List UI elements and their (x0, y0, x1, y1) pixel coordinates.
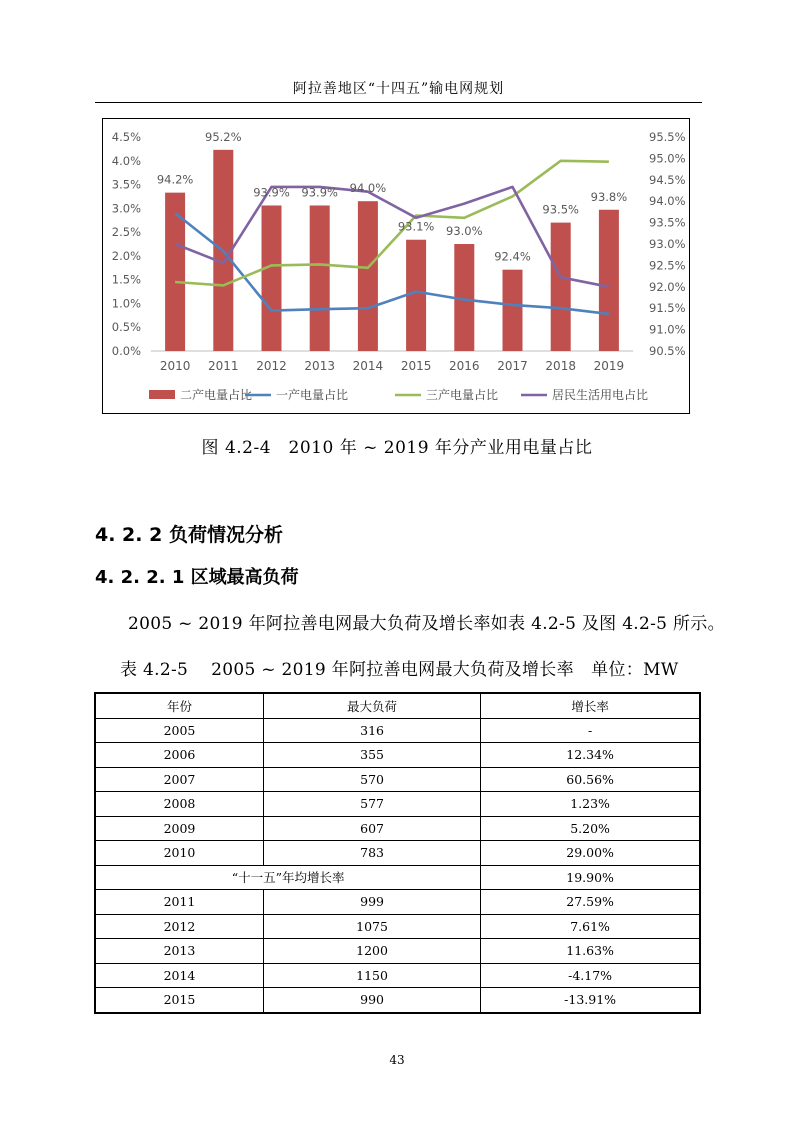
bar (262, 205, 282, 351)
bar (551, 223, 571, 351)
cell-rate: 29.00% (481, 841, 700, 866)
table-row (95, 939, 700, 964)
left-tick-label: 2.0% (111, 248, 141, 263)
header-max-load: 最大负荷 (263, 693, 480, 718)
cell-load: 355 (263, 743, 480, 768)
cell-year: 2007 (95, 767, 263, 792)
right-tick-label: 92.0% (649, 279, 686, 294)
header-growth-rate: 增长率 (481, 693, 700, 718)
bar-data-label: 93.1% (397, 219, 435, 234)
right-tick-label: 92.5% (649, 258, 686, 273)
category-label: 2013 (304, 359, 335, 373)
legend-label: 居民生活用电占比 (552, 388, 649, 402)
bar (599, 210, 619, 351)
cell-year: 2015 (95, 988, 263, 1013)
cell-load: 783 (263, 841, 480, 866)
category-label: 2016 (449, 359, 480, 373)
bar-data-label: 93.5% (542, 202, 579, 217)
bar-data-label: 93.8% (590, 189, 628, 204)
figure-caption: 图 4.2-4 2010 年 ~ 2019 年分产业用电量占比 (201, 438, 593, 458)
right-tick-label: 94.5% (649, 172, 686, 187)
category-label: 2015 (400, 359, 432, 373)
right-tick-label: 95.0% (649, 151, 686, 166)
cell-rate: 5.20% (481, 816, 700, 841)
cell-year: 2005 (95, 718, 263, 743)
section-heading: 4. 2. 2 负荷情况分析 (95, 524, 283, 546)
category-label: 2018 (545, 359, 576, 373)
cell-year: 2006 (95, 743, 263, 768)
table-row (95, 988, 700, 1013)
table-row (95, 914, 700, 939)
left-tick-label: 0.0% (111, 344, 141, 358)
table-row (95, 767, 700, 792)
cell-year: 2012 (95, 914, 263, 939)
bar-data-label: 94.2% (156, 172, 194, 187)
table-row (95, 792, 700, 817)
cell-rate: 7.61% (481, 914, 700, 939)
category-label: 2012 (256, 359, 287, 373)
bar-data-label: 93.9% (253, 185, 290, 200)
page-number: 43 (389, 1053, 405, 1067)
bar (310, 205, 330, 351)
cell-rate: -13.91% (481, 988, 700, 1013)
cell-load: 1200 (263, 939, 480, 964)
category-label: 2010 (159, 359, 191, 373)
table-caption: 表 4.2-5 2005 ~ 2019 年阿拉善电网最大负荷及增长率 单位：MW (120, 660, 679, 680)
cell-year: 2014 (95, 963, 263, 988)
legend-label: 二产电量占比 (180, 388, 253, 402)
right-tick-label: 91.5% (649, 301, 686, 316)
left-tick-label: 4.0% (111, 153, 141, 168)
running-header: 阿拉善地区“十四五”输电网规划 (292, 81, 505, 97)
cell-rate: -4.17% (481, 963, 700, 988)
table-row (95, 816, 700, 841)
cell-rate: 11.63% (481, 939, 700, 964)
summary-row (95, 865, 700, 890)
left-tick-label: 2.5% (111, 225, 141, 240)
table-row (95, 718, 700, 743)
category-label: 2011 (208, 359, 239, 373)
summary-label: “十一五”年均增长率 (95, 865, 481, 890)
right-tick-label: 91.0% (649, 322, 686, 337)
category-label: 2014 (352, 359, 384, 373)
cell-load: 607 (263, 816, 480, 841)
table-row (95, 841, 700, 866)
cell-rate: 60.56% (481, 767, 700, 792)
cell-rate: - (481, 718, 700, 743)
bar (165, 193, 185, 351)
bar-data-label: 92.4% (494, 249, 531, 264)
category-label: 2019 (593, 359, 625, 373)
bar-data-label: 95.2% (205, 129, 242, 144)
cell-load: 577 (263, 792, 480, 817)
cell-load: 1150 (263, 963, 480, 988)
left-tick-label: 1.0% (111, 296, 141, 311)
cell-rate: 12.34% (481, 743, 700, 768)
cell-load: 999 (263, 890, 480, 915)
table-row (95, 743, 700, 768)
body-paragraph: 2005 ~ 2019 年阿拉善电网最大负荷及增长率如表 4.2-5 及图 4.2-5 所示。 (128, 614, 725, 634)
bar-data-label: 93.9% (301, 185, 338, 200)
series-line (175, 213, 609, 314)
header-year: 年份 (95, 693, 263, 718)
cell-load: 570 (263, 767, 480, 792)
left-tick-label: 1.5% (111, 272, 141, 287)
table-row (95, 963, 700, 988)
industry-electricity-share-chart (103, 119, 689, 413)
left-tick-label: 0.5% (111, 320, 141, 335)
bar-data-label: 93.0% (446, 224, 483, 238)
max-load-table (94, 692, 701, 1014)
left-tick-label: 3.0% (111, 201, 141, 216)
cell-year: 2013 (95, 939, 263, 964)
right-tick-label: 93.0% (649, 237, 686, 251)
legend-label: 三产电量占比 (426, 388, 499, 402)
chart-frame (102, 118, 690, 414)
bar (503, 270, 523, 351)
cell-year: 2010 (95, 841, 263, 866)
bar-data-label: 94.0% (349, 181, 387, 196)
cell-year: 2009 (95, 816, 263, 841)
header-rule (95, 102, 702, 103)
subsection-heading: 4. 2. 2. 1 区域最高负荷 (95, 567, 299, 588)
right-tick-label: 93.5% (649, 215, 686, 230)
bar (358, 201, 378, 351)
table-row (95, 890, 700, 915)
right-tick-label: 90.5% (649, 344, 686, 358)
cell-rate: 27.59% (481, 890, 700, 915)
cell-rate: 1.23% (481, 792, 700, 817)
legend-swatch (149, 390, 175, 399)
cell-year: 2008 (95, 792, 263, 817)
series-line (175, 161, 609, 286)
right-tick-label: 95.5% (649, 130, 686, 144)
cell-year: 2011 (95, 890, 263, 915)
left-tick-label: 3.5% (111, 177, 141, 192)
cell-load: 1075 (263, 914, 480, 939)
category-label: 2017 (497, 359, 528, 373)
summary-value: 19.90% (481, 865, 700, 890)
cell-load: 316 (263, 718, 480, 743)
legend-label: 一产电量占比 (276, 388, 349, 402)
table-header-row (95, 693, 700, 718)
right-tick-label: 94.0% (649, 194, 686, 209)
left-tick-label: 4.5% (111, 130, 141, 144)
cell-load: 990 (263, 988, 480, 1013)
